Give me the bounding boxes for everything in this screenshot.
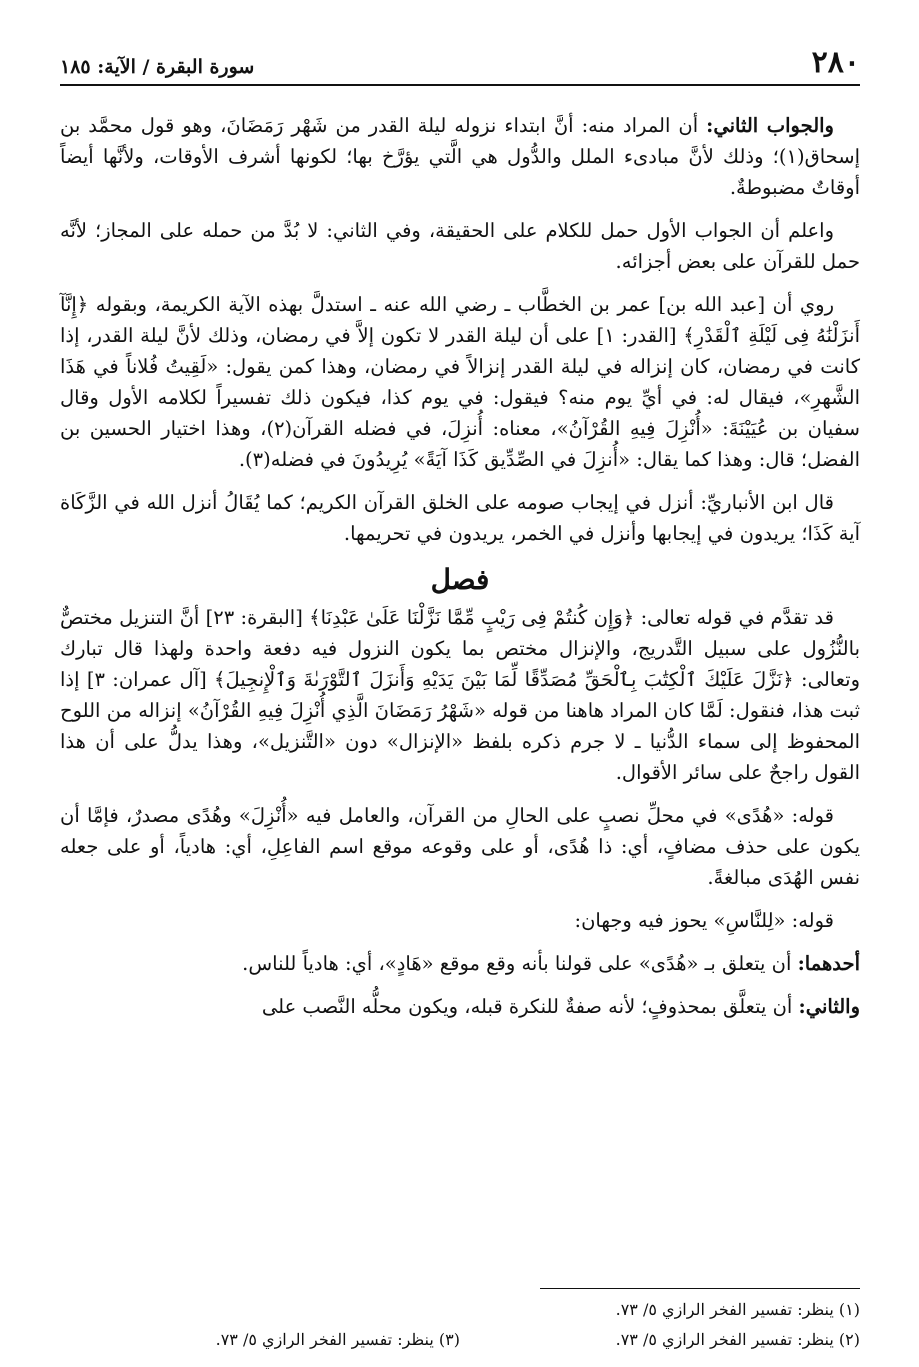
paragraph-lead: أحدهما: <box>797 952 860 975</box>
paragraph <box>60 991 860 1022</box>
paragraph-text: واعلم أن الجواب الأول حمل للكلام على الحقيقة، وفي الثاني: لا بُدَّ من حمله على المجاز؛ لأنَّه حمل للقرآن على بعض أجزائه. <box>60 219 860 273</box>
footnotes <box>60 1288 860 1353</box>
paragraph-text: أن يتعلَّق بمحذوفٍ؛ لأنه صفةٌ للنكرة قبله، ويكون محلُّه النَّصب على <box>261 995 799 1018</box>
page-number: ٢٨٠ <box>811 45 860 80</box>
paragraph-text: أن يتعلق بـ «هُدًى» على قولنا بأنه وقع موقع «هَادٍ»، أي: هادياً للناس. <box>242 952 798 975</box>
section-heading: فصل <box>430 563 490 596</box>
paragraph-text: قال ابن الأنباريِّ: أنزل في إيجاب صومه على الخلق القرآن الكريم؛ كما يُقَالُ أنزل الله في الزَّكَاة آية كَذَا؛ يريدون في إيجابها وأنزل في الخمر، يريدون في تحريمها. <box>60 491 860 545</box>
paragraph <box>60 215 860 277</box>
paragraph-lead: والثاني: <box>798 995 860 1018</box>
running-title: سورة البقرة / الآية: ١٨٥ <box>60 56 255 78</box>
paragraph <box>60 948 860 979</box>
document-page <box>60 38 860 1349</box>
paragraph <box>60 800 860 893</box>
paragraph <box>60 110 860 203</box>
paragraph <box>60 289 860 475</box>
footnote-2: (٢) ينظر: تفسير الفخر الرازي ٥/ ٧٣. <box>615 1330 860 1349</box>
footnote-3: (٣) ينظر: تفسير الفخر الرازي ٥/ ٧٣. <box>215 1330 460 1349</box>
footnote-spacer <box>60 1297 460 1323</box>
paragraph-text: روي أن [عبد الله بن] عمر بن الخطَّاب ـ رضي الله عنه ـ استدلَّ بهذه الآية الكريمة، وبقوله ﴿إِنَّآ أَنزَلْنَٰهُ فِى لَيْلَةِ ٱلْقَدْرِ﴾ [القدر: ١] على أن ليلة القدر لا تكون إلاَّ في رمضان، وذلك لأنَّ ليلة القدر، إذا كانت في رمضان، كان إنزاله في ليلة القدر إنزالاً في رمضان، وهذا كمن يقول: «لَقِيتُ فُلاناً في هَذَا الشَّهرِ»، فيقال له: في أيِّ يوم منه؟ فيقول: في يوم كذا، فيكون ذلك تفسيراً لكلامه الأول وقال سفيان بن عُيَيْنَةَ: «أُنْزِلَ فِيهِ القُرْآنُ»، معناه: أُنزِلَ، في فضله القرآن(٢)، وهذا اختيار الحسين بن الفضل؛ قال: وهذا كما يقال: «أُنزِلَ في الصِّدِّيق كَذَا آيَةً» يُرِيدُونَ في فضله(٣). <box>60 293 860 471</box>
paragraph <box>60 905 860 936</box>
footnote-list <box>60 1297 860 1353</box>
paragraph <box>60 487 860 549</box>
paragraph-text: أن المراد منه: أنَّ ابتداء نزوله ليلة القدر من شَهْر رَمَضَانَ، وهو قول محمَّد بن إسحاق(١)؛ وذلك لأنَّ مبادىء الملل والدُّول هي الَّتي يؤرَّخ بها؛ لكونها أشرف الأوقات، ولأنَّها أيضاً أوقاتٌ مضبوطةٌ. <box>60 114 860 199</box>
paragraph-lead: والجواب الثاني: <box>706 114 834 137</box>
paragraph <box>60 602 860 788</box>
running-head <box>60 38 860 86</box>
paragraph-text: قد تقدَّم في قوله تعالى: ﴿وَإِن كُنتُمْ فِى رَيْبٍ مِّمَّا نَزَّلْنَا عَلَىٰ عَبْدِنَا﴾ [البقرة: ٢٣] أنَّ التنزيل مختصٌّ بالنُّزُول على سبيل التَّدريج، والإنزال مختص بما يكون النزول فيه دفعة واحدة ولهذا قال تبارك وتعالى: ﴿نَزَّلَ عَلَيْكَ ٱلْكِتَٰبَ بِٱلْحَقِّ مُصَدِّقًا لِّمَا بَيْنَ يَدَيْهِ وَأَنزَلَ ٱلتَّوْرَىٰةَ وَٱلْإِنجِيلَ﴾ [آل عمران: ٣] إذا ثبت هذا، فنقول: لَمَّا كان المراد هاهنا من قوله «شَهْرُ رَمَضَانَ الَّذِي أُنْزِلَ فِيهِ القُرْآنُ» إنزاله من اللوح المحفوظ إلى سماء الدُّنيا ـ لا جرم ذكره بلفظ «الإنزال» دون «التَّنزيل»، وهذا يدلُّ على أن هذا القول راجحٌ على سائر الأقوال. <box>60 606 860 784</box>
footnote-1: (١) ينظر: تفسير الفخر الرازي ٥/ ٧٣. <box>615 1300 860 1319</box>
page-body <box>60 110 860 1022</box>
paragraph-text: قوله: «هُدًى» في محلِّ نصبٍ على الحالِ من القرآن، والعامل فيه «أُنْزِلَ» وهُدًى مصدرٌ، فإمَّا أن يكون على حذف مضافٍ، أي: ذا هُدًى، أو على وقوعه موقع اسم الفاعِلِ، أي: هادياً، أو على جعله نفس الهُدَى مبالغةً. <box>60 804 860 889</box>
paragraph-text: قوله: «لِلنَّاسِ» يحوز فيه وجهان: <box>574 909 834 932</box>
footnote-rule <box>540 1288 860 1289</box>
